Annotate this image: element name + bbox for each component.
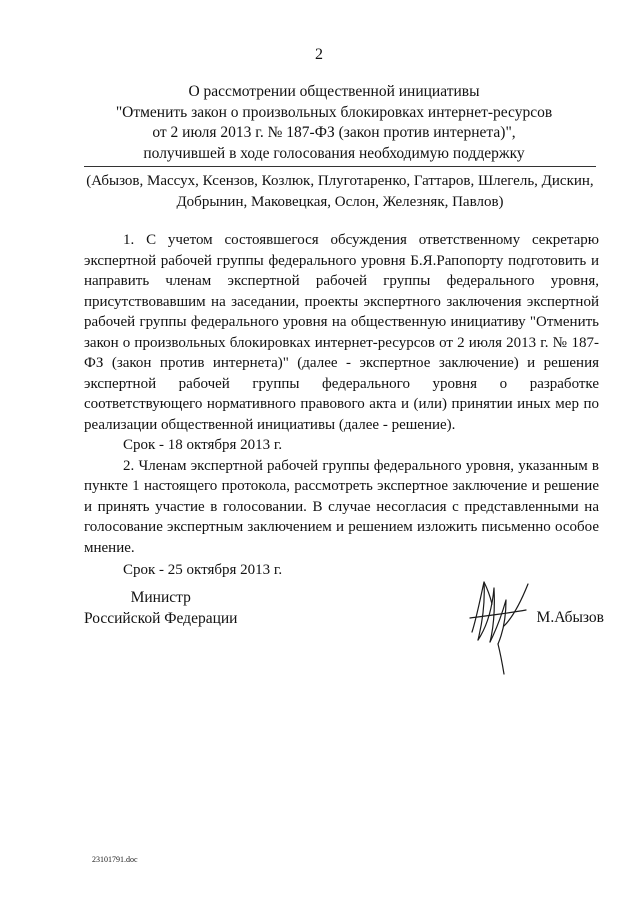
title-line: О рассмотрении общественной инициативы: [188, 83, 480, 100]
members-line: (Абызов, Массух, Ксензов, Козлюк, Плуготаренко, Гаттаров, Шлегель, Дискин,: [86, 173, 594, 189]
item-1-deadline: Срок - 18 октября 2013 г.: [123, 437, 283, 453]
title-divider: [84, 166, 596, 167]
handwritten-signature-icon: [464, 570, 534, 680]
signer-title: [84, 588, 237, 629]
title-line: от 2 июля 2013 г. № 187-ФЗ (закон против интернета)",: [152, 124, 516, 141]
document-title: [70, 82, 598, 164]
document-code: 23101791.doc: [92, 855, 138, 864]
signer-title-line: Министр: [130, 589, 191, 606]
protocol-body: [84, 230, 599, 581]
members-line: Добрынин, Маковецкая, Ослон, Железняк, Павлов): [176, 193, 504, 210]
item-2-text: 2. Членам экспертной рабочей группы федерального уровня, указанным в пункте 1 настоящего протокола, рассмотреть экспертное заключение и решение и принять участие в голосовании. В случае несогласия с представленными на голосование экспертным заключением и решением изложить письменно особое мнение.: [84, 457, 599, 556]
signature-block: [84, 588, 604, 688]
title-line: получившей в ходе голосования необходимую поддержку: [143, 144, 525, 162]
page-number: 2: [315, 46, 323, 63]
members-list: [80, 171, 600, 212]
item-1-text: 1. С учетом состоявшегося обсуждения ответственному секретарю экспертной рабочей группы федерального уровня Б.Я.Рапопорту подготовить и направить членам экспертной рабочей группы федерального уровня, присутствовавшим на заседании, проекты экспертного заключения экспертной рабочей группы федерального уровня на общественную инициативу "Отменить закон о произвольных блокировках интернет-ресурсов от 2 июля 2013 г. № 187-ФЗ (закон против интернета)" (далее - экспертное заключение) и решения экспертной рабочей группы федерального уровня о разработке соответствующего нормативного правового акта и (или) принятии иных мер по реализации общественной инициативы (далее - решение).: [84, 232, 599, 433]
signer-title-line: Российской Федерации: [84, 609, 238, 627]
item-2-deadline: Срок - 25 октября 2013 г.: [123, 562, 283, 578]
title-line: "Отменить закон о произвольных блокировках интернет-ресурсов: [115, 103, 553, 121]
signer-name: М.Абызов: [536, 609, 604, 626]
